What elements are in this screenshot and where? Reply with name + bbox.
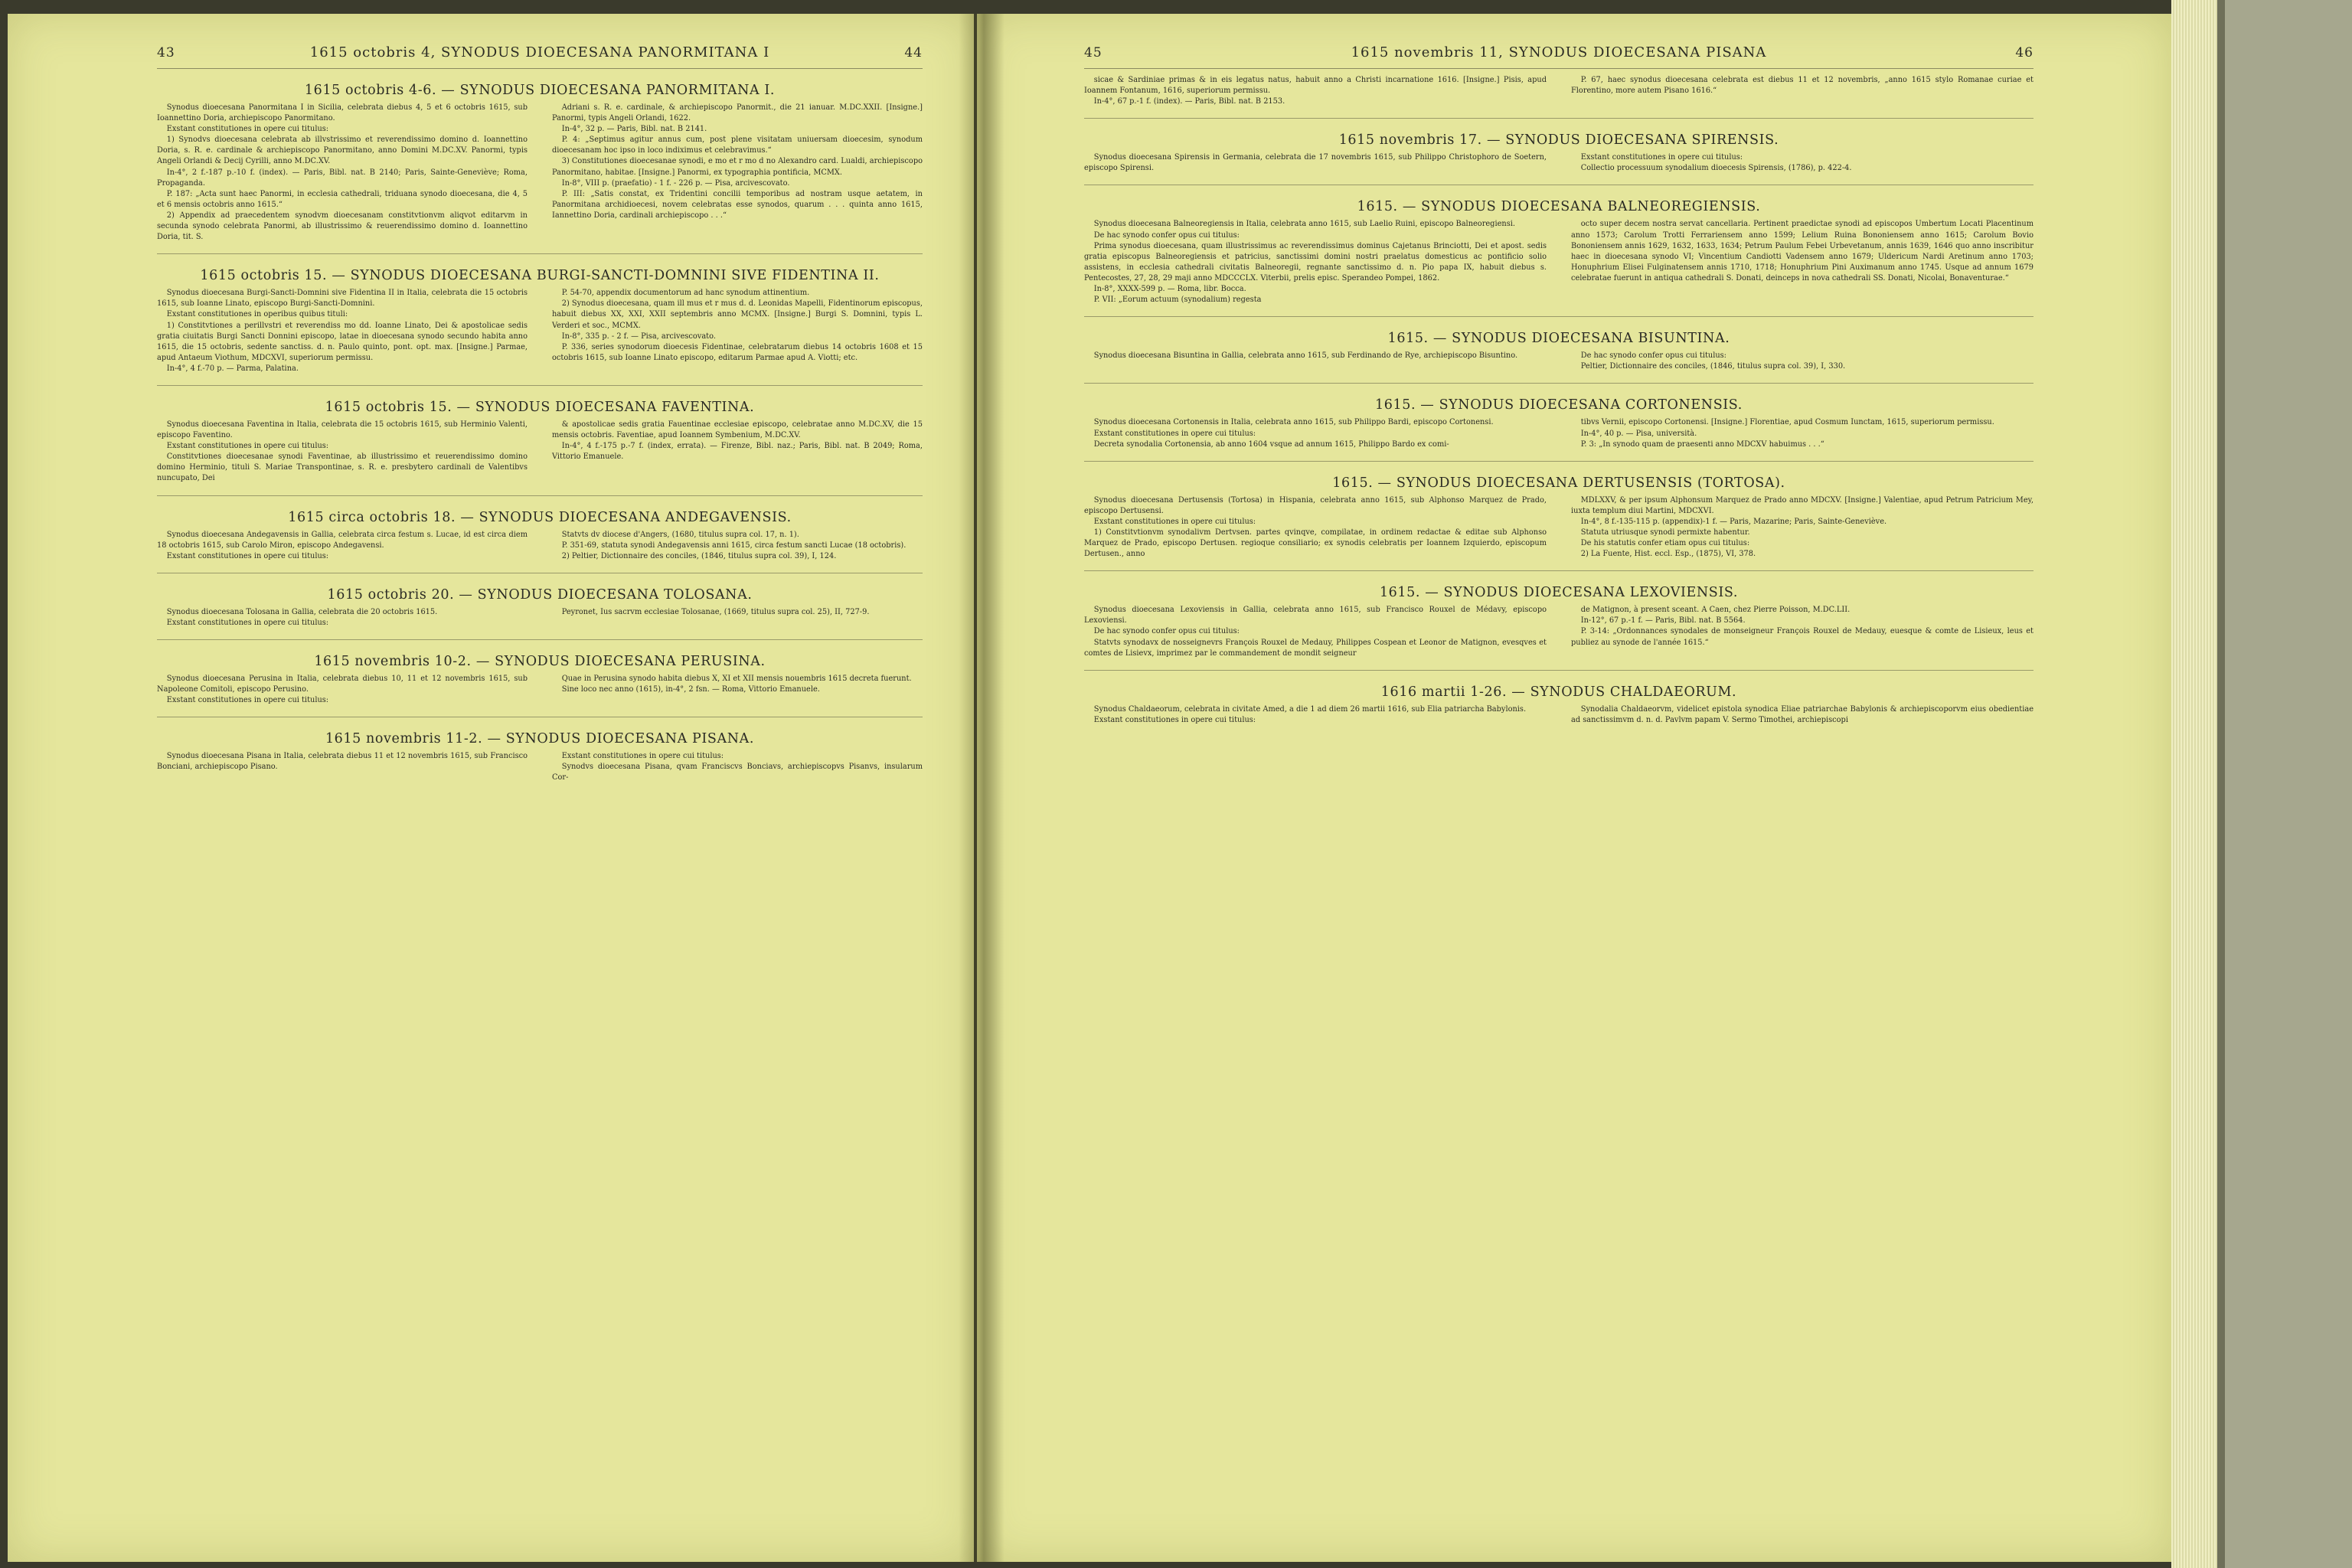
paragraph: 1) Constitvtiones a perillvstri et reverendiss mo dd. Ioanne Linato, Dei & apostolicae sedis gratia ciuitatis Burgi Sancti Donnini episcopo, latae in dioecesana synodo secundo habita anno 1615, die 15 octobris, sedente sanctiss. d. n. Paulo quinto, pont. opt. max. [Insigne.] Parmae, apud Antaeum Viothum, MDCXVI, superiorum permissu. <box>157 321 528 362</box>
paragraph: In-8°, VIII p. (praefatio) - 1 f. - 226 p. — Pisa, arcivescovato. <box>561 178 790 188</box>
paragraph: 2) Appendix ad praecedentem synodvm dioecesanam constitvtionvm aliqvot editarvm in secunda synodo celebrata Panormi, ab illustrissimo & reuerendissimo domino d. Ioannettino Doria, tit. S. <box>157 211 528 242</box>
entry-heading: 1615 octobris 20. — SYNODUS DIOECESANA TOLOSANA. <box>327 586 753 603</box>
paragraph: Exstant constitutiones in operibus quibus tituli: <box>166 310 348 319</box>
paragraph: 2) Peltier, Dictionnaire des conciles, (1846, titulus supra col. 39), I, 124. <box>561 551 837 560</box>
paragraph: P. 3-14: „Ordonnances synodales de monseigneur François Rouxel de Medauy, euesque & comte de Lisieux, leus et publiez au synode de l'année 1615.“ <box>1571 627 2034 647</box>
paragraph: In-4°, 4 f.-175 p.-7 f. (index, errata). — Firenze, Bibl. naz.; Paris, Bibl. nat. B 2049; Roma, Vittorio Emanuele. <box>552 442 923 462</box>
entry-col1 <box>1084 351 1547 372</box>
paragraph: Exstant constitutiones in opere cui titulus: <box>1580 153 1743 162</box>
paragraph: Synodus dioecesana Panormitana I in Sicilia, celebrata diebus 4, 5 et 6 octobris 1615, sub Ioannettino Doria, archiepiscopo Panormitano. <box>157 103 528 123</box>
paragraph: Synodus dioecesana Pisana in Italia, celebrata diebus 11 et 12 novembris 1615, sub Francisco Bonciani, archiepiscopo Pisano. <box>157 752 528 772</box>
left-page <box>8 14 974 1562</box>
synod-entry <box>1084 671 2034 737</box>
entry-columns <box>157 674 923 706</box>
left-column-number-b: 44 <box>904 45 923 60</box>
paragraph: 2) Synodus dioecesana, quam ill mus et r mus d. d. Leonidas Mapelli, Fidentinorum episcopus, habuit diebus XX, XXI, XXII septembris anno MCMX. [Insigne.] Burgi S. Domnini, typis L. Verderi et soc., MCMX. <box>552 299 923 330</box>
entry-heading: 1616 martii 1-26. — SYNODUS CHALDAEORUM. <box>1380 684 1737 700</box>
entry-col2 <box>1571 152 2034 174</box>
right-running-title: 1615 novembris 11, SYNODUS DIOECESANA PISANA <box>1351 44 1767 60</box>
paragraph: In-4°, 67 p.-1 f. (index). — Paris, Bibl. nat. B 2153. <box>1093 97 1285 106</box>
synod-entry <box>157 386 923 496</box>
entry-col1 <box>157 607 528 629</box>
entry-col2 <box>1571 704 2034 726</box>
paragraph: Synodus dioecesana Faventina in Italia, celebrata die 15 octobris 1615, sub Herminio Valenti, episcopo Faventino. <box>157 420 528 440</box>
paragraph: Exstant constitutiones in opere cui titulus: <box>561 752 724 761</box>
entry-columns <box>157 607 923 629</box>
paragraph: De hac synodo confer opus cui titulus: <box>1093 230 1240 240</box>
paragraph: Prima synodus dioecesana, quam illustrissimus ac reverendissimus dominus Cajetanus Brinciotti, Dei et apost. sedis gratia episcopus Balneoregiensis et patricius, sanctissimi domini nostri praelatus domesticus ac pontificio solio assistens, in ecclesia cathedrali civitatis Balneoregii, regnante sanctissimo d. n. Pio papa IX, habuit diebus s. Pentecostes, 27, 28, 29 maji anno MDCCCLX. Viterbii, prelis episc. Sperandeo Pompei, 1862. <box>1084 241 1547 283</box>
right-column-number-b: 46 <box>2015 45 2034 60</box>
synod-entry <box>1084 462 2034 572</box>
paragraph: In-4°, 40 p. — Pisa, università. <box>1580 429 1697 438</box>
right-column-number-a: 45 <box>1084 45 1102 60</box>
entry-col1 <box>157 674 528 706</box>
entry-col1 <box>157 530 528 562</box>
paragraph: Synodus dioecesana Perusina in Italia, celebrata diebus 10, 11 et 12 novembris 1615, sub Napoleone Comitoli, episcopo Perusino. <box>157 675 528 694</box>
synod-entry <box>157 496 923 573</box>
entry-col2 <box>552 288 923 374</box>
synod-entry <box>1084 384 2034 461</box>
paragraph: MDLXXV, & per ipsum Alphonsum Marquez de Prado anno MDCXV. [Insigne.] Valentiae, apud Petrum Patricium Mey, iuxta templum diui Martini, MDCXVI. <box>1571 495 2034 515</box>
paragraph: Statuta utriusque synodi permixte habentur. <box>1580 528 1750 537</box>
synod-entry <box>157 640 923 717</box>
paragraph: Synodus dioecesana Tolosana in Gallia, celebrata die 20 octobris 1615. <box>166 607 438 616</box>
paragraph: Synodus dioecesana Balneoregiensis in Italia, celebrata anno 1615, sub Laelio Ruini, episcopo Balneoregiensi. <box>1093 220 1515 229</box>
paragraph: Statvts synodavx de nosseignevrs François Rouxel de Medauy, Philippes Cospean et Leonor de Matignon, evesqves et comtes de Lisievx, imprimez par le commandement de mondit seigneur <box>1084 638 1547 658</box>
entry-col1 <box>157 288 528 374</box>
paragraph: octo super decem nostra servat cancellaria. Pertinent praedictae synodi ad episcopos Umbertum Locati Placentinum anno 1573; Carolum Trotti Ferrariensem anno 1599; Lelium Ruina Bononiensem anno 1615; Carolum Bovio Bononiensem annis 1629, 1632, 1633, 1634; Petrum Paulum Febei Urbevetanum, annis 1639, 1646 quo anno inscribitur haec in dioecesana synodo VI; Vincentium Candiotti Vadensem anno 1679; Uldericum Nardi Aretinum anno 1703; Honuphrium Elisei Fulginatensem annis 1710, 1718; Honuphrium Pini Auximanum anno 1745. Usque ad annum 1679 celebratae fuerunt in antiqua cathedrali S. Donati, deinceps in nova cathedrali SS. Donati, Nicolai, Bonaventurae.“ <box>1571 220 2034 283</box>
entry-col1 <box>1084 75 1547 107</box>
page-edges <box>2171 0 2217 1568</box>
paragraph: Statvts dv diocese d'Angers, (1680, titulus supra col. 17, n. 1). <box>561 530 799 539</box>
entry-heading: 1615 novembris 17. — SYNODUS DIOECESANA SPIRENSIS. <box>1338 132 1779 149</box>
entry-col2 <box>1571 605 2034 658</box>
entry-columns <box>1084 152 2034 174</box>
entry-col2 <box>552 607 923 629</box>
paragraph: Exstant constitutiones in opere cui titulus: <box>1093 715 1256 724</box>
paragraph: De hac synodo confer opus cui titulus: <box>1093 627 1240 636</box>
paragraph: 2) La Fuente, Hist. eccl. Esp., (1875), VI, 378. <box>1580 550 1756 559</box>
paragraph: Peyronet, Ius sacrvm ecclesiae Tolosanae, (1669, titulus supra col. 25), II, 727-9. <box>561 607 870 616</box>
entry-columns <box>157 751 923 783</box>
paragraph: & apostolicae sedis gratia Fauentinae ecclesiae episcopo, celebratae anno M.DC.XV, die 15 mensis octobris. Faventiae, apud Ioannem Symbenium, M.DC.XV. <box>552 420 923 440</box>
left-entries <box>157 69 923 795</box>
paragraph: Quae in Perusina synodo habita diebus X, XI et XII mensis nouembris 1615 decreta fuerunt. <box>561 675 912 683</box>
entry-heading: 1615. — SYNODUS DIOECESANA LEXOVIENSIS. <box>1379 585 1739 601</box>
paragraph: De hac synodo confer opus cui titulus: <box>1580 351 1726 361</box>
right-entries <box>1084 69 2034 737</box>
paragraph: Constitvtiones dioecesanae synodi Faventinae, ab illustrissimo et reuerendissimo domino domino Herminio, tituli S. Mariae Transpontinae, s. R. e. presbytero cardinali de Valentibvs nuncupato, Dei <box>157 452 528 483</box>
paragraph: Exstant constitutiones in opere cui titulus: <box>1093 429 1256 438</box>
entry-columns <box>157 530 923 562</box>
entry-columns <box>1084 75 2034 107</box>
synod-entry <box>1084 571 2034 670</box>
paragraph: Peltier, Dictionnaire des conciles, (1846, titulus supra col. 39), I, 330. <box>1580 362 1846 371</box>
entry-col1 <box>1084 704 1547 726</box>
entry-columns <box>1084 351 2034 372</box>
paragraph: P. 4: „Septimus agitur annus cum, post plene visitatam uniuersam dioecesim, synodum dioecesanam hoc ipso in loco indiximus et celebravimus.“ <box>552 136 923 155</box>
entry-columns <box>157 288 923 374</box>
paragraph: Synodvs dioecesana Pisana, qvam Franciscvs Bonciavs, archiepiscopvs Pisanvs, insularum Cor- <box>552 763 923 782</box>
paragraph: Sine loco nec anno (1615), in-4°, 2 fsn. — Roma, Vittorio Emanuele. <box>561 685 820 694</box>
paragraph: Synodus dioecesana Andegavensis in Gallia, celebrata circa festum s. Lucae, id est circa diem 18 octobris 1615, sub Carolo Miron, episcopo Andegavensi. <box>157 530 528 550</box>
paragraph: In-4°, 2 f.-187 p.-10 f. (index). — Paris, Bibl. nat. B 2140; Paris, Sainte-Geneviève; Roma, Propaganda. <box>157 168 528 188</box>
entry-col2 <box>552 674 923 706</box>
paragraph: P. VII: „Eorum actuum (synodalium) regesta <box>1093 296 1262 305</box>
paragraph: Exstant constitutiones in opere cui titulus: <box>1093 517 1256 526</box>
paragraph: Decreta synodalia Cortonensia, ab anno 1604 vsque ad annum 1615, Philippo Bardo ex comi- <box>1093 439 1449 449</box>
left-column-number-a: 43 <box>157 45 175 60</box>
entry-columns <box>1084 417 2034 449</box>
paragraph: sicae & Sardiniae primas & in eis legatus natus, habuit anno a Christi incarnatione 1616. [Insigne.] Pisis, apud Ioannem Fontanum, 1616, superiorum permissu. <box>1084 76 1547 96</box>
synod-entry <box>1084 317 2034 384</box>
paragraph: P. 3: „In synodo quam de praesenti anno MDCXV habuimus . . .“ <box>1580 439 1824 449</box>
paragraph: P. III: „Satis constat, ex Tridentini concilii temporibus ad nostram usque aetatem, in Panormitana archidioecesi, novem celebratas esse synodos, quarum . . . quinta anno 1615, Iannettino Doria, cardinali archiepiscopo . . .“ <box>552 189 923 220</box>
paragraph: Exstant constitutiones in opere cui titulus: <box>166 696 329 705</box>
left-page-text <box>157 14 923 1562</box>
entry-heading: 1615 octobris 15. — SYNODUS DIOECESANA FAVENTINA. <box>325 399 755 415</box>
entry-col1 <box>157 103 528 243</box>
book-cover-board <box>2217 0 2352 1568</box>
paragraph: Exstant constitutiones in opere cui titulus: <box>166 442 329 451</box>
paragraph: P. 336, series synodorum dioecesis Fidentinae, celebratarum diebus 14 octobris 1608 et 15 octobris 1615, sub Ioanne Linato episcopo, editarum Parmae apud A. Viotti; etc. <box>552 342 923 362</box>
entry-col1 <box>1084 219 1547 305</box>
paragraph: Synodalia Chaldaeorvm, videlicet epistola synodica Eliae patriarchae Babylonis & archiepiscoporvm eius obedientiae ad sanctissimvm d. n. d. Pavlvm papam V. Sermo Timothei, archiepiscopi <box>1571 704 2034 724</box>
paragraph: 3) Constitutiones dioecesanae synodi, e mo et r mo d no Alexandro card. Lualdi, archiepiscopo Panormitano, habitae. [Insigne.] Panormi, ex typographia pontificia, MCMX. <box>552 157 923 177</box>
paragraph: P. 351-69, statuta synodi Andegavensis anni 1615, circa festum sancti Lucae (18 octobris). <box>561 541 906 550</box>
paragraph: Exstant constitutiones in opere cui titulus: <box>166 551 329 560</box>
entry-col2 <box>1571 219 2034 305</box>
synod-entry <box>1084 185 2034 317</box>
paragraph: tibvs Vernii, episcopo Cortonensi. [Insigne.] Florentiae, apud Cosmum Iunctam, 1615, superiorum permissu. <box>1580 418 1994 427</box>
paragraph: 1) Constitvtionvm synodalivm Dertvsen. partes qvinqve, compilatae, in ordinem redactae & editae sub Alphonso Marquez de Prado, episcopo Dertusen. regioque consiliario; ex synodis celebratis per Ioannem Izquierdo, episcopum Dertusen., anno <box>1084 528 1547 559</box>
entry-col1 <box>1084 417 1547 449</box>
left-running-title: 1615 octobris 4, SYNODUS DIOECESANA PANORMITANA I <box>309 44 770 60</box>
right-page-text <box>1084 14 2034 1562</box>
paragraph: In-8°, 335 p. - 2 f. — Pisa, arcivescovato. <box>561 332 716 341</box>
entry-heading: 1615 octobris 4-6. — SYNODUS DIOECESANA PANORMITANA I. <box>304 83 776 98</box>
entry-columns <box>1084 495 2034 560</box>
entry-col2 <box>1571 417 2034 449</box>
paragraph: Synodus dioecesana Dertusensis (Tortosa) in Hispania, celebrata anno 1615, sub Alphonso Marquez de Prado, episcopo Dertusensi. <box>1084 495 1547 515</box>
entry-col2 <box>1571 495 2034 560</box>
entry-heading: 1615 novembris 10-2. — SYNODUS DIOECESANA PERUSINA. <box>314 654 766 669</box>
entry-col1 <box>1084 152 1547 174</box>
entry-heading: 1615. — SYNODUS DIOECESANA BALNEOREGIENSIS. <box>1357 199 1761 215</box>
entry-col1 <box>157 420 528 485</box>
entry-col2 <box>1571 351 2034 372</box>
paragraph: de Matignon, à present sceant. A Caen, chez Pierre Poisson, M.DC.LII. <box>1580 606 1851 615</box>
synod-entry <box>157 69 923 254</box>
paragraph: Synodus dioecesana Lexoviensis in Gallia, celebrata anno 1615, sub Francisco Rouxel de Médavy, episcopo Lexoviensi. <box>1084 606 1547 626</box>
entry-columns <box>1084 704 2034 726</box>
entry-columns <box>157 420 923 485</box>
right-running-head <box>1084 44 2034 69</box>
entry-heading: 1615 octobris 15. — SYNODUS DIOECESANA BURGI-SANCTI-DOMNINI SIVE FIDENTINA II. <box>200 268 880 284</box>
entry-heading: 1615. — SYNODUS DIOECESANA BISUNTINA. <box>1387 331 1730 347</box>
paragraph: Exstant constitutiones in opere cui titulus: <box>166 125 329 134</box>
entry-col1 <box>157 751 528 783</box>
paragraph: In-4°, 32 p. — Paris, Bibl. nat. B 2141. <box>561 125 707 134</box>
synod-entry <box>157 254 923 386</box>
paragraph: In-12°, 67 p.-1 f. — Paris, Bibl. nat. B 5564. <box>1580 616 1746 626</box>
entry-columns <box>157 103 923 243</box>
entry-col2 <box>552 751 923 783</box>
synod-entry <box>157 573 923 640</box>
entry-col2 <box>552 103 923 243</box>
paragraph: Synodus dioecesana Burgi-Sancti-Domnini sive Fidentina II in Italia, celebrata die 15 octobris 1615, sub Ioanne Linato, episcopo Burgi-Sancti-Domnini. <box>157 289 528 309</box>
entry-col2 <box>552 420 923 485</box>
entry-heading: 1615 novembris 11-2. — SYNODUS DIOECESANA PISANA. <box>325 731 755 747</box>
paragraph: Adriani s. R. e. cardinale, & archiepiscopo Panormit., die 21 ianuar. M.DC.XXII. [Insigne.] Panormi, typis Angeli Orlandi, 1622. <box>552 103 923 123</box>
synod-entry <box>1084 119 2034 185</box>
paragraph: Synodus dioecesana Spirensis in Germania, celebrata die 17 novembris 1615, sub Philippo Christophoro de Soetern, episcopo Spirensi. <box>1084 153 1547 173</box>
entry-heading: 1615. — SYNODUS DIOECESANA DERTUSENSIS (TORTOSA). <box>1332 475 1785 491</box>
paragraph: De his statutis confer etiam opus cui titulus: <box>1580 539 1750 548</box>
entry-col1 <box>1084 605 1547 658</box>
synod-entry <box>1084 69 2034 119</box>
entry-col1 <box>1084 495 1547 560</box>
entry-columns <box>1084 605 2034 658</box>
entry-col2 <box>552 530 923 562</box>
paragraph: P. 187: „Acta sunt haec Panormi, in ecclesia cathedrali, triduana synodo dioecesana, die 4, 5 et 6 mensis octobris anno 1615.“ <box>157 189 528 209</box>
entry-col2 <box>1571 75 2034 107</box>
entry-columns <box>1084 219 2034 305</box>
right-page <box>977 14 2171 1562</box>
entry-heading: 1615. — SYNODUS DIOECESANA CORTONENSIS. <box>1375 397 1743 413</box>
book-cover-edge <box>2217 0 2225 1568</box>
paragraph: P. 54-70, appendix documentorum ad hanc synodum attinentium. <box>561 289 810 298</box>
paragraph: Collectio processuum synodalium dioecesis Spirensis, (1786), p. 422-4. <box>1580 164 1852 173</box>
entry-heading: 1615 circa octobris 18. — SYNODUS DIOECESANA ANDEGAVENSIS. <box>288 509 792 525</box>
paragraph: Synodus dioecesana Bisuntina in Gallia, celebrata anno 1615, sub Ferdinando de Rye, archiepiscopo Bisuntino. <box>1093 351 1518 361</box>
synod-entry <box>157 717 923 794</box>
paragraph: In-4°, 8 f.-135-115 p. (appendix)-1 f. — Paris, Mazarine; Paris, Sainte-Geneviève. <box>1580 517 1887 526</box>
paragraph: In-8°, XXXX-599 p. — Roma, libr. Bocca. <box>1093 285 1246 294</box>
paragraph: In-4°, 4 f.-70 p. — Parma, Palatina. <box>166 364 299 373</box>
left-running-head <box>157 44 923 69</box>
paragraph: Exstant constitutiones in opere cui titulus: <box>166 618 329 627</box>
paragraph: 1) Synodvs dioecesana celebrata ab illvstrissimo et reverendissimo domino d. Ioannettino Doria, s. R. e. cardinale & archiepiscopo Panormitano, anno Domini M.DC.XV. Panormi, typis Angeli Orlandi & Decij Cyrilli, anno M.DC.XV. <box>157 136 528 166</box>
paragraph: Synodus Chaldaeorum, celebrata in civitate Amed, a die 1 ad diem 26 martii 1616, sub Elia patriarcha Babylonis. <box>1093 704 1527 714</box>
paragraph: P. 67, haec synodus dioecesana celebrata est diebus 11 et 12 novembris, „anno 1615 stylo Romanae curiae et Florentino, more autem Pisano 1616.“ <box>1571 76 2034 96</box>
paragraph: Synodus dioecesana Cortonensis in Italia, celebrata anno 1615, sub Philippo Bardi, episcopo Cortonensi. <box>1093 418 1494 427</box>
